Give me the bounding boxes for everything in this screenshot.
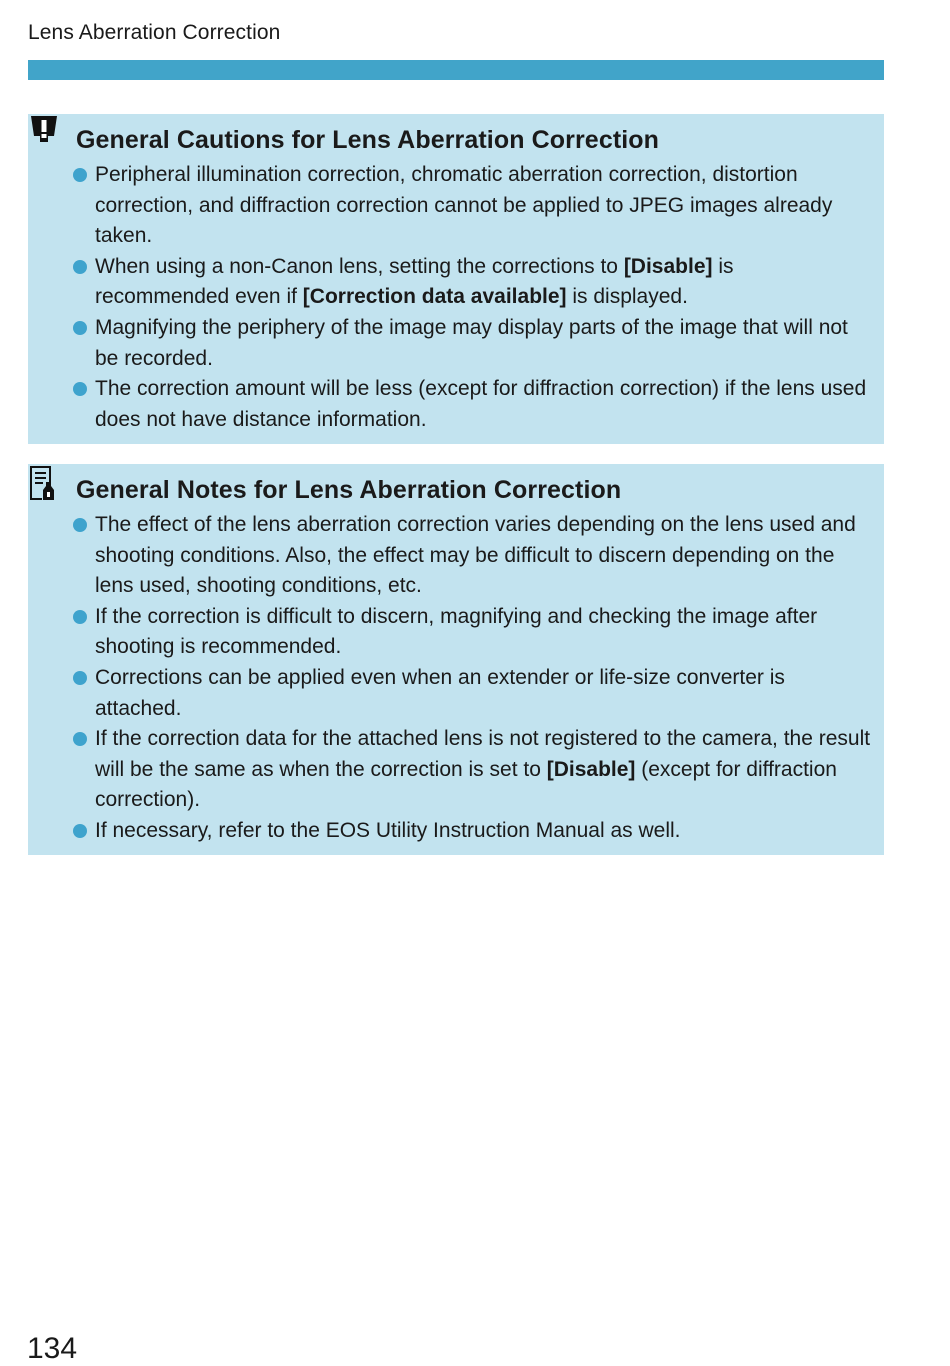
page-number: 134 bbox=[27, 1332, 78, 1365]
caution-icon bbox=[28, 114, 60, 151]
running-header: Lens Aberration Correction bbox=[28, 21, 281, 44]
item-text: Corrections can be applied even when an extender or life-size converter is attached. bbox=[95, 665, 785, 720]
item-text: (except for diffraction correction). bbox=[95, 757, 837, 812]
bullet-icon bbox=[73, 382, 87, 396]
bullet-icon bbox=[73, 671, 87, 685]
bullet-icon bbox=[73, 610, 87, 624]
notes-box bbox=[28, 464, 884, 855]
item-text: Magnifying the periphery of the image may display parts of the image that will not be recorded. bbox=[95, 315, 848, 370]
cautions-list bbox=[72, 160, 872, 435]
bullet-icon bbox=[73, 824, 87, 838]
item-text: Peripheral illumination correction, chromatic aberration correction, distortion correction, and diffraction correction cannot be applied to JPEG images already taken. bbox=[95, 163, 833, 248]
item-text: is recommended even if bbox=[95, 254, 734, 309]
item-text: The correction amount will be less (except for diffraction correction) if the lens used does not have distance information. bbox=[95, 377, 867, 431]
notes-title: General Notes for Lens Aberration Correction bbox=[76, 476, 622, 504]
bullet-icon bbox=[73, 732, 87, 746]
item-text: When using a non-Canon lens, setting the corrections to bbox=[95, 254, 624, 278]
bold-term: [Correction data available] bbox=[302, 285, 567, 309]
bullet-icon bbox=[73, 260, 87, 274]
item-text: The effect of the lens aberration correction varies depending on the lens used and shooting conditions. Also, the effect may be difficult to discern depending on the lens used, shooting conditions, etc. bbox=[95, 513, 856, 598]
bullet-icon bbox=[73, 321, 87, 335]
list-item bbox=[72, 510, 872, 602]
header-bar bbox=[28, 60, 884, 80]
list-item bbox=[72, 374, 872, 435]
list-item bbox=[72, 160, 872, 252]
list-item bbox=[72, 816, 872, 847]
item-text: is displayed. bbox=[566, 285, 688, 309]
item-text: If necessary, refer to the EOS Utility Instruction Manual as well. bbox=[95, 818, 681, 842]
list-item bbox=[72, 663, 872, 724]
list-item bbox=[72, 313, 872, 374]
notes-list bbox=[72, 510, 872, 847]
list-item bbox=[72, 252, 872, 313]
list-item bbox=[72, 602, 872, 663]
cautions-box bbox=[28, 114, 884, 444]
bullet-icon bbox=[73, 168, 87, 182]
item-text: If the correction is difficult to discern, magnifying and checking the image after shooting is recommended. bbox=[95, 604, 818, 659]
cautions-title: General Cautions for Lens Aberration Correction bbox=[76, 126, 660, 154]
bold-term: [Disable] bbox=[546, 757, 636, 781]
bullet-icon bbox=[73, 518, 87, 532]
list-item bbox=[72, 724, 872, 816]
note-icon bbox=[28, 464, 58, 507]
item-text: If the correction data for the attached lens is not registered to the camera, the result will be the same as when the correction is set to bbox=[95, 727, 871, 781]
bold-term: [Disable] bbox=[623, 254, 713, 278]
